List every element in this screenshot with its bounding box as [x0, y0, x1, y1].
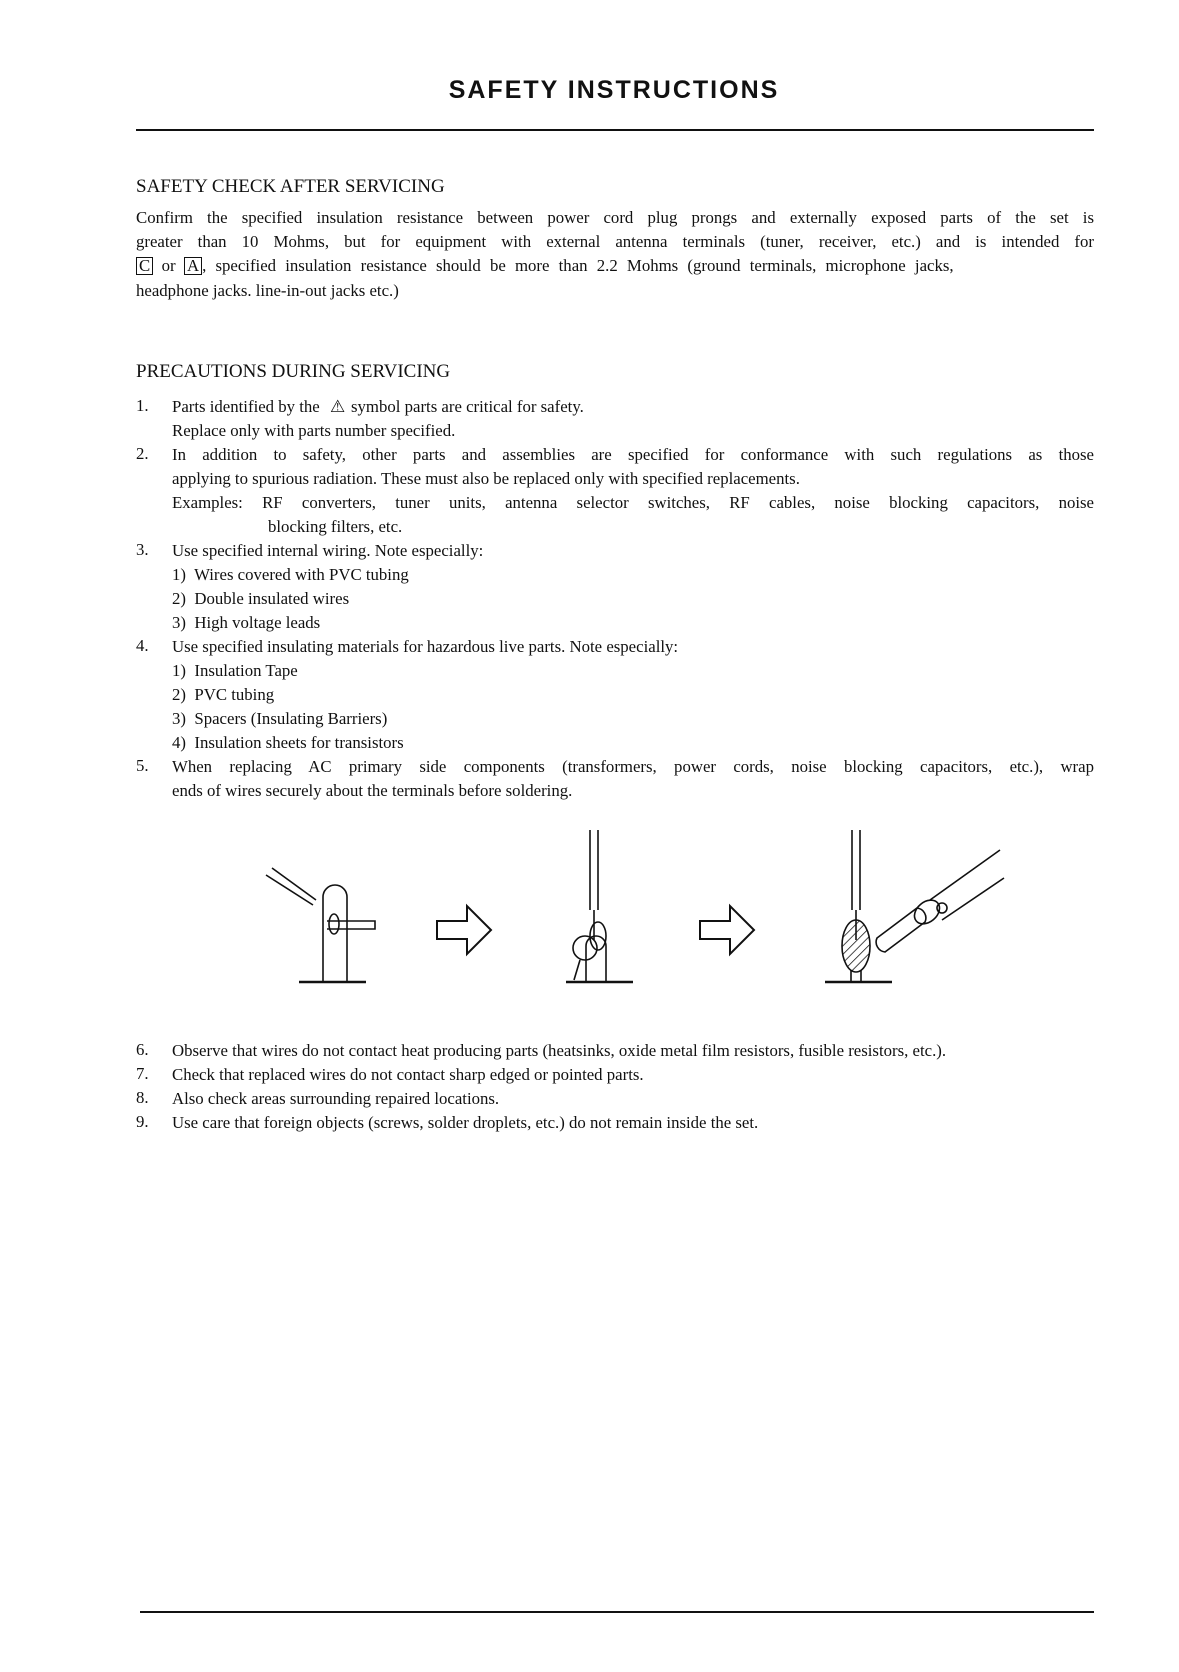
wire-wrapping-diagram [230, 820, 1030, 1000]
item-text: Replace only with parts number specified. [172, 421, 456, 440]
class-a-box: A [184, 257, 202, 275]
sub-text: PVC tubing [194, 685, 275, 704]
sub-text: High voltage leads [194, 613, 321, 632]
list-item [172, 395, 1094, 419]
item-text: Use specified internal wiring. Note especially: [172, 541, 484, 560]
sub-item [172, 659, 1130, 683]
sub-item [172, 611, 1130, 635]
sub-item [172, 683, 1130, 707]
sub-number: 1) [172, 661, 186, 680]
item-text: Observe that wires do not contact heat producing parts (heatsinks, oxide metal film resistors, fusible resistors, etc.). [172, 1041, 947, 1060]
item-text: Parts identified by the [172, 397, 320, 416]
item-number: 4. [136, 636, 149, 655]
sub-text: Insulation sheets for transistors [194, 733, 404, 752]
item-text: symbol parts are critical for safety. [351, 397, 584, 416]
sub-item [172, 731, 1130, 755]
item-number: 7. [136, 1064, 149, 1083]
item-number: 9. [136, 1112, 149, 1131]
class-c-box: C [136, 257, 153, 275]
section-heading-safety-check: SAFETY CHECK AFTER SERVICING [136, 176, 445, 197]
item-text: Check that replaced wires do not contact sharp edged or pointed parts. [172, 1065, 644, 1084]
arrow-icon [437, 906, 491, 954]
paragraph-line: headphone jacks. line-in-out jacks etc.) [136, 281, 399, 300]
sub-item [172, 563, 1130, 587]
paragraph-line [136, 254, 1094, 278]
sub-text: Wires covered with PVC tubing [194, 565, 409, 584]
sub-number: 2) [172, 589, 186, 608]
line-rest: , specified insulation resistance should be more than 2.2 Mohms (ground terminals, microphone jacks, [202, 256, 954, 275]
item-number: 6. [136, 1040, 149, 1059]
soldered-terminal-with-iron-icon [825, 830, 1004, 982]
sub-text: Spacers (Insulating Barriers) [194, 709, 388, 728]
item-number: 1. [136, 396, 149, 415]
item-text: In addition to safety, other parts and assemblies are specified for conformance with such regulations as those [172, 445, 1094, 464]
item-text: When replacing AC primary side components (transformers, power cords, noise blocking capacitors, etc.), wrap [172, 757, 1094, 776]
paragraph-line: greater than 10 Mohms, but for equipment with external antenna terminals (tuner, receiver, etc.) and is intended for [136, 232, 1094, 251]
item-text: ends of wires securely about the terminals before soldering. [172, 781, 573, 800]
arrow-icon [700, 906, 754, 954]
item-text: blocking filters, etc. [268, 517, 403, 536]
sub-text: Insulation Tape [194, 661, 298, 680]
paragraph-line: Confirm the specified insulation resistance between power cord plug prongs and externally exposed parts of the set is [136, 208, 1094, 227]
terminal-wrapped-wire-icon [566, 830, 633, 982]
item-number: 3. [136, 540, 149, 559]
item-text: Use specified insulating materials for hazardous live parts. Note especially: [172, 637, 679, 656]
terminal-with-wire-icon [266, 868, 375, 982]
item-text: Use care that foreign objects (screws, solder droplets, etc.) do not remain inside the set. [172, 1113, 759, 1132]
item-number: 2. [136, 444, 149, 463]
top-rule [136, 129, 1094, 131]
sub-number: 1) [172, 565, 186, 584]
sub-number: 3) [172, 613, 186, 632]
sub-item [172, 707, 1130, 731]
section-heading-precautions: PRECAUTIONS DURING SERVICING [136, 361, 451, 382]
item-number: 8. [136, 1088, 149, 1107]
sub-text: Double insulated wires [194, 589, 350, 608]
item-text: applying to spurious radiation. These must also be replaced only with specified replacements. [172, 469, 800, 488]
item-number: 5. [136, 756, 149, 775]
item-text: Examples: RF converters, tuner units, antenna selector switches, RF cables, noise blocking capacitors, noise [172, 493, 1094, 512]
bottom-rule [140, 1611, 1094, 1613]
sub-number: 2) [172, 685, 186, 704]
item-text: Also check areas surrounding repaired locations. [172, 1089, 500, 1108]
sub-number: 3) [172, 709, 186, 728]
warning-triangle-icon: ⚠ [329, 397, 345, 416]
or-text: or [161, 256, 176, 275]
page-title: SAFETY INSTRUCTIONS [448, 76, 780, 104]
sub-item [172, 587, 1130, 611]
sub-number: 4) [172, 733, 186, 752]
